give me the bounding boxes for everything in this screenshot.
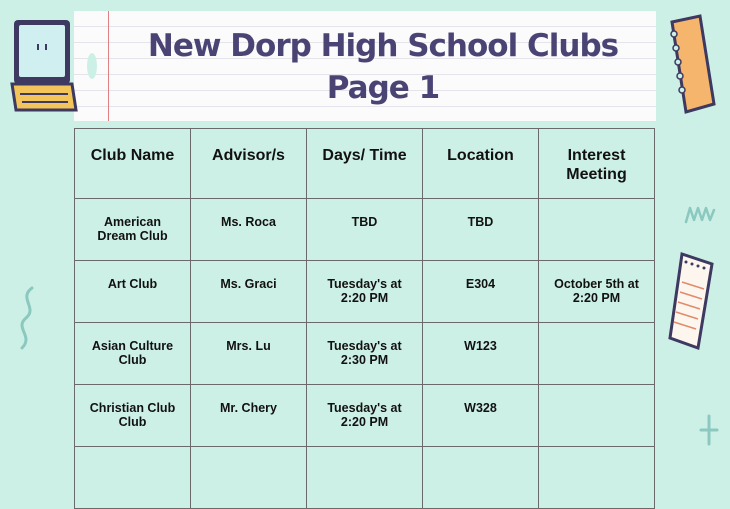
wave-icon <box>12 284 42 354</box>
table-row <box>75 385 655 447</box>
cell-club-name <box>75 447 191 509</box>
cell-club-name: Asian Culture Club <box>75 323 191 385</box>
cell-days-time: Tuesday's at 2:30 PM <box>307 323 423 385</box>
cell-location: TBD <box>423 199 539 261</box>
notebook-icon <box>664 12 720 118</box>
cell-days-time <box>307 447 423 509</box>
column-header-club-name: Club Name <box>75 129 191 199</box>
cell-club-name: Christian Club Club <box>75 385 191 447</box>
header-paper <box>74 11 656 121</box>
cell-advisor: Mr. Chery <box>191 385 307 447</box>
plus-icon <box>698 414 720 446</box>
table-row <box>75 261 655 323</box>
title-line-1: New Dorp High School Clubs <box>147 28 619 64</box>
table-row <box>75 199 655 261</box>
page-title <box>110 25 656 109</box>
cell-location <box>423 447 539 509</box>
paper-margin-line <box>108 11 109 121</box>
paper-hole <box>87 53 97 79</box>
table-header-row <box>75 129 655 199</box>
cell-location: W328 <box>423 385 539 447</box>
table-row <box>75 447 655 509</box>
cell-advisor: Ms. Graci <box>191 261 307 323</box>
squiggle-icon <box>684 202 716 226</box>
column-header-advisors: Advisor/s <box>191 129 307 199</box>
clubs-table <box>74 128 655 509</box>
cell-days-time: TBD <box>307 199 423 261</box>
column-header-location: Location <box>423 129 539 199</box>
cell-interest-meeting <box>539 385 655 447</box>
table-row <box>75 323 655 385</box>
column-header-days-time: Days/ Time <box>307 129 423 199</box>
cell-club-name: Art Club <box>75 261 191 323</box>
cell-location: W123 <box>423 323 539 385</box>
column-header-interest-meeting: Interest Meeting <box>539 129 655 199</box>
cell-advisor <box>191 447 307 509</box>
cell-interest-meeting <box>539 199 655 261</box>
cell-location: E304 <box>423 261 539 323</box>
cell-days-time: Tuesday's at 2:20 PM <box>307 385 423 447</box>
cell-days-time: Tuesday's at 2:20 PM <box>307 261 423 323</box>
cell-club-name: American Dream Club <box>75 199 191 261</box>
title-line-2: Page 1 <box>326 70 440 106</box>
notepad-icon <box>668 248 718 354</box>
cell-interest-meeting: October 5th at 2:20 PM <box>539 261 655 323</box>
cell-advisor: Mrs. Lu <box>191 323 307 385</box>
laptop-icon <box>8 14 78 114</box>
cell-interest-meeting <box>539 323 655 385</box>
cell-advisor: Ms. Roca <box>191 199 307 261</box>
cell-interest-meeting <box>539 447 655 509</box>
